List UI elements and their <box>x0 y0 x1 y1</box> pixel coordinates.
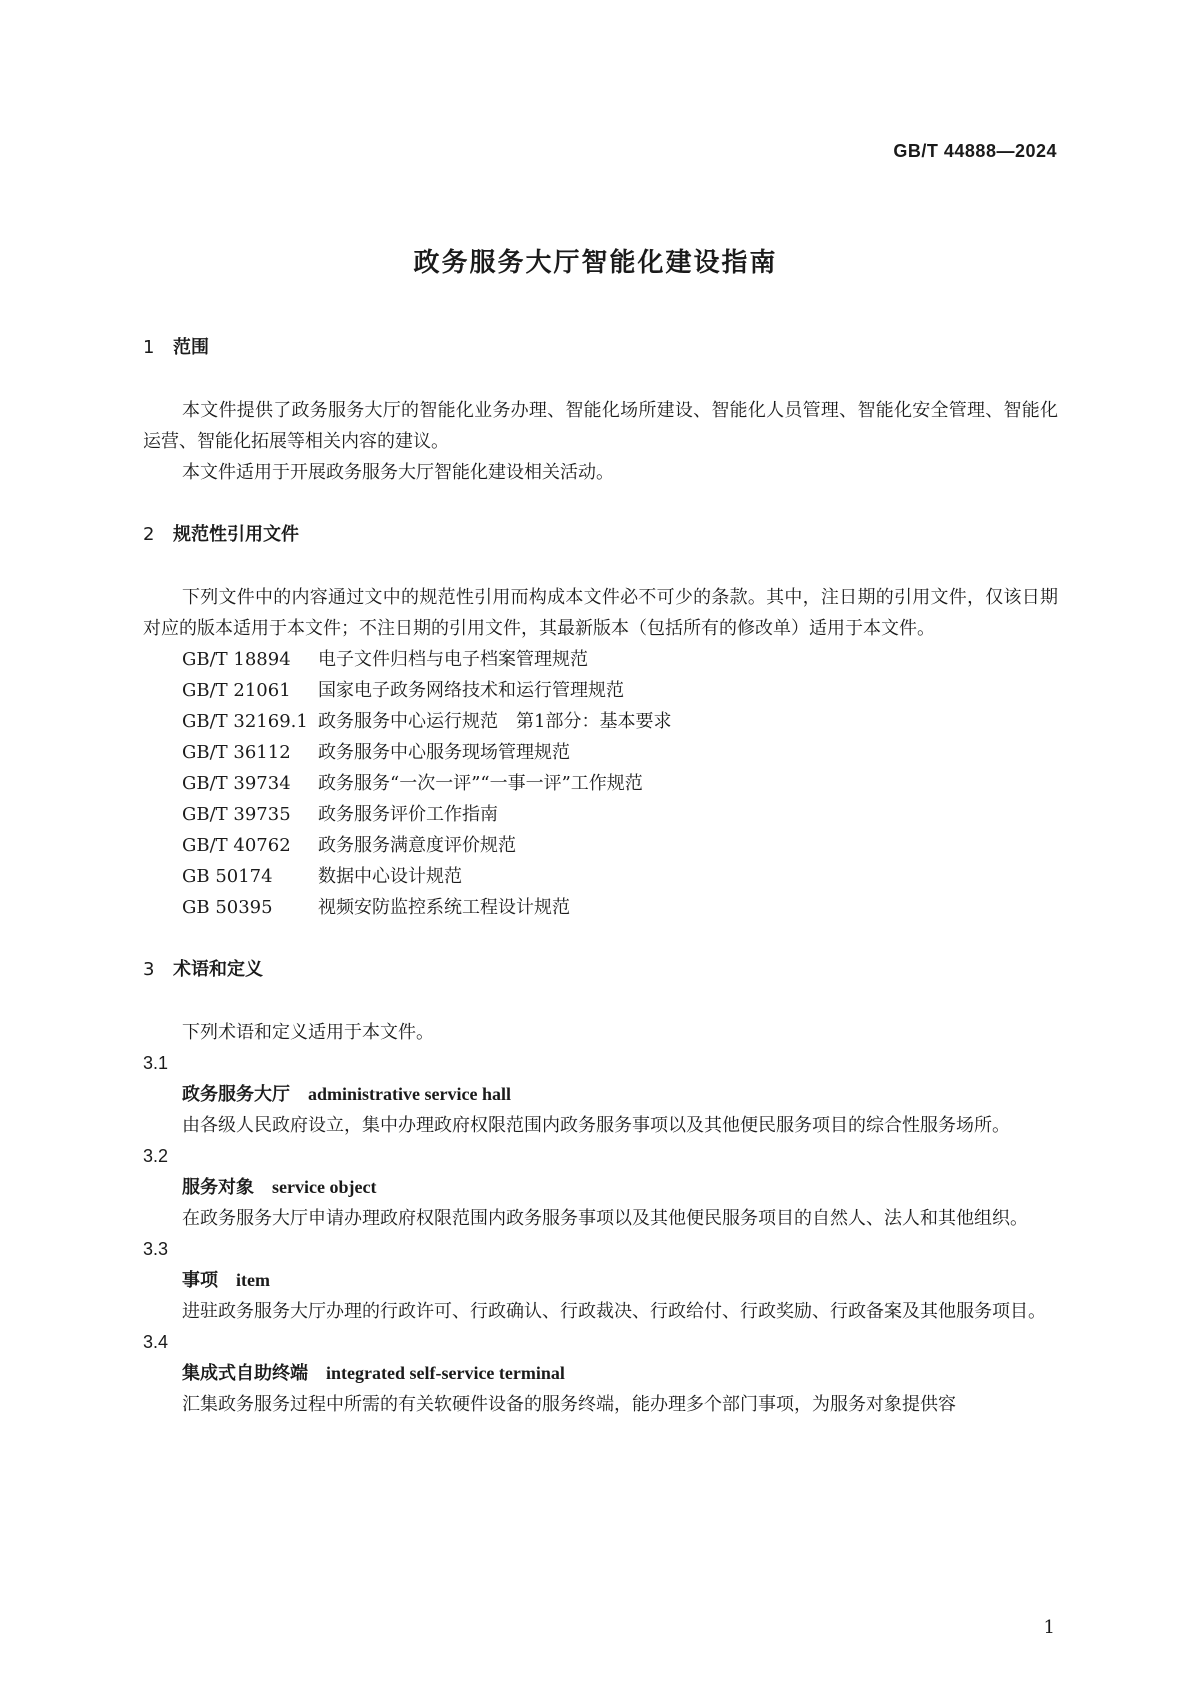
reference-code: GB/T 39735 <box>182 804 291 825</box>
reference-item <box>143 644 1058 675</box>
term-name <box>143 1172 1058 1203</box>
reference-code: GB 50174 <box>182 866 273 887</box>
term-name-zh: 集成式自助终端 <box>182 1363 308 1384</box>
term-definition: 由各级人民政府设立，集中办理政府权限范围内政务服务事项以及其他便民服务项目的综合性服务场所。 <box>182 1115 1010 1136</box>
section-title: 规范性引用文件 <box>173 524 299 545</box>
reference-item <box>143 861 1058 892</box>
paragraph: 下列术语和定义适用于本文件。 <box>182 1022 434 1043</box>
reference-title: 国家电子政务网络技术和运行管理规范 <box>318 680 624 701</box>
reference-code: GB/T 18894 <box>182 649 291 670</box>
reference-item <box>143 675 1058 706</box>
reference-item <box>143 892 1058 923</box>
reference-title: 政务服务中心服务现场管理规范 <box>318 742 570 763</box>
term-number: 3.3 <box>143 1239 169 1259</box>
term-number: 3.4 <box>143 1332 169 1352</box>
term-name-en: service object <box>272 1177 377 1197</box>
reference-code: GB/T 39734 <box>182 773 291 794</box>
reference-code: GB/T 36112 <box>182 742 291 763</box>
section-heading-terms <box>143 955 1058 985</box>
reference-title: 电子文件归档与电子档案管理规范 <box>318 649 588 670</box>
term-name <box>143 1358 1058 1389</box>
reference-title: 政务服务中心运行规范 第1部分：基本要求 <box>318 711 672 732</box>
reference-item <box>143 737 1058 768</box>
reference-code: GB/T 40762 <box>182 835 291 856</box>
section-number: 1 <box>143 337 155 358</box>
reference-code: GB/T 32169.1 <box>182 711 308 732</box>
document-body <box>143 333 1058 1420</box>
reference-item <box>143 799 1058 830</box>
reference-title: 政务服务满意度评价规范 <box>318 835 516 856</box>
reference-title: 政务服务评价工作指南 <box>318 804 498 825</box>
term-name <box>143 1265 1058 1296</box>
reference-title: 数据中心设计规范 <box>318 866 462 887</box>
term-name-en: item <box>236 1270 270 1290</box>
section-number: 2 <box>143 524 155 545</box>
paragraph: 下列文件中的内容通过文中的规范性引用而构成本文件必不可少的条款。其中，注日期的引用文件，仅该日期对应的版本适用于本文件；不注日期的引用文件，其最新版本（包括所有的修改单）适用于本文件。 <box>143 587 1058 639</box>
reference-code: GB 50395 <box>182 897 273 918</box>
reference-code: GB/T 21061 <box>182 680 291 701</box>
reference-item <box>143 768 1058 799</box>
paragraph: 本文件适用于开展政务服务大厅智能化建设相关活动。 <box>182 462 614 483</box>
reference-title: 视频安防监控系统工程设计规范 <box>318 897 570 918</box>
reference-title: 政务服务“一次一评”“一事一评”工作规范 <box>318 773 643 794</box>
term-name <box>143 1079 1058 1110</box>
term-name-zh: 政务服务大厅 <box>182 1084 290 1105</box>
term-name-zh: 服务对象 <box>182 1177 254 1198</box>
section-heading-scope <box>143 333 1058 363</box>
page-number: 1 <box>1043 1617 1055 1638</box>
section-title: 范围 <box>173 337 209 358</box>
section-title: 术语和定义 <box>173 959 263 980</box>
term-number: 3.2 <box>143 1146 169 1166</box>
term-definition: 进驻政务服务大厅办理的行政许可、行政确认、行政裁决、行政给付、行政奖励、行政备案及其他服务项目。 <box>182 1301 1046 1322</box>
reference-item <box>143 706 1058 737</box>
term-definition: 在政务服务大厅申请办理政府权限范围内政务服务事项以及其他便民服务项目的自然人、法人和其他组织。 <box>182 1208 1028 1229</box>
reference-item <box>143 830 1058 861</box>
section-number: 3 <box>143 959 155 980</box>
document-title: 政务服务大厅智能化建设指南 <box>413 248 778 278</box>
reference-list <box>143 644 1058 923</box>
term-definition: 汇集政务服务过程中所需的有关软硬件设备的服务终端，能办理多个部门事项，为服务对象提供容 <box>182 1394 956 1415</box>
term-number: 3.1 <box>143 1053 169 1073</box>
term-name-en: administrative service hall <box>308 1084 511 1104</box>
term-name-en: integrated self-service terminal <box>326 1363 565 1383</box>
section-heading-normative-references <box>143 520 1058 550</box>
paragraph: 本文件提供了政务服务大厅的智能化业务办理、智能化场所建设、智能化人员管理、智能化安全管理、智能化运营、智能化拓展等相关内容的建议。 <box>143 400 1058 452</box>
term-name-zh: 事项 <box>182 1270 218 1291</box>
standard-number: GB/T 44888—2024 <box>893 141 1057 161</box>
